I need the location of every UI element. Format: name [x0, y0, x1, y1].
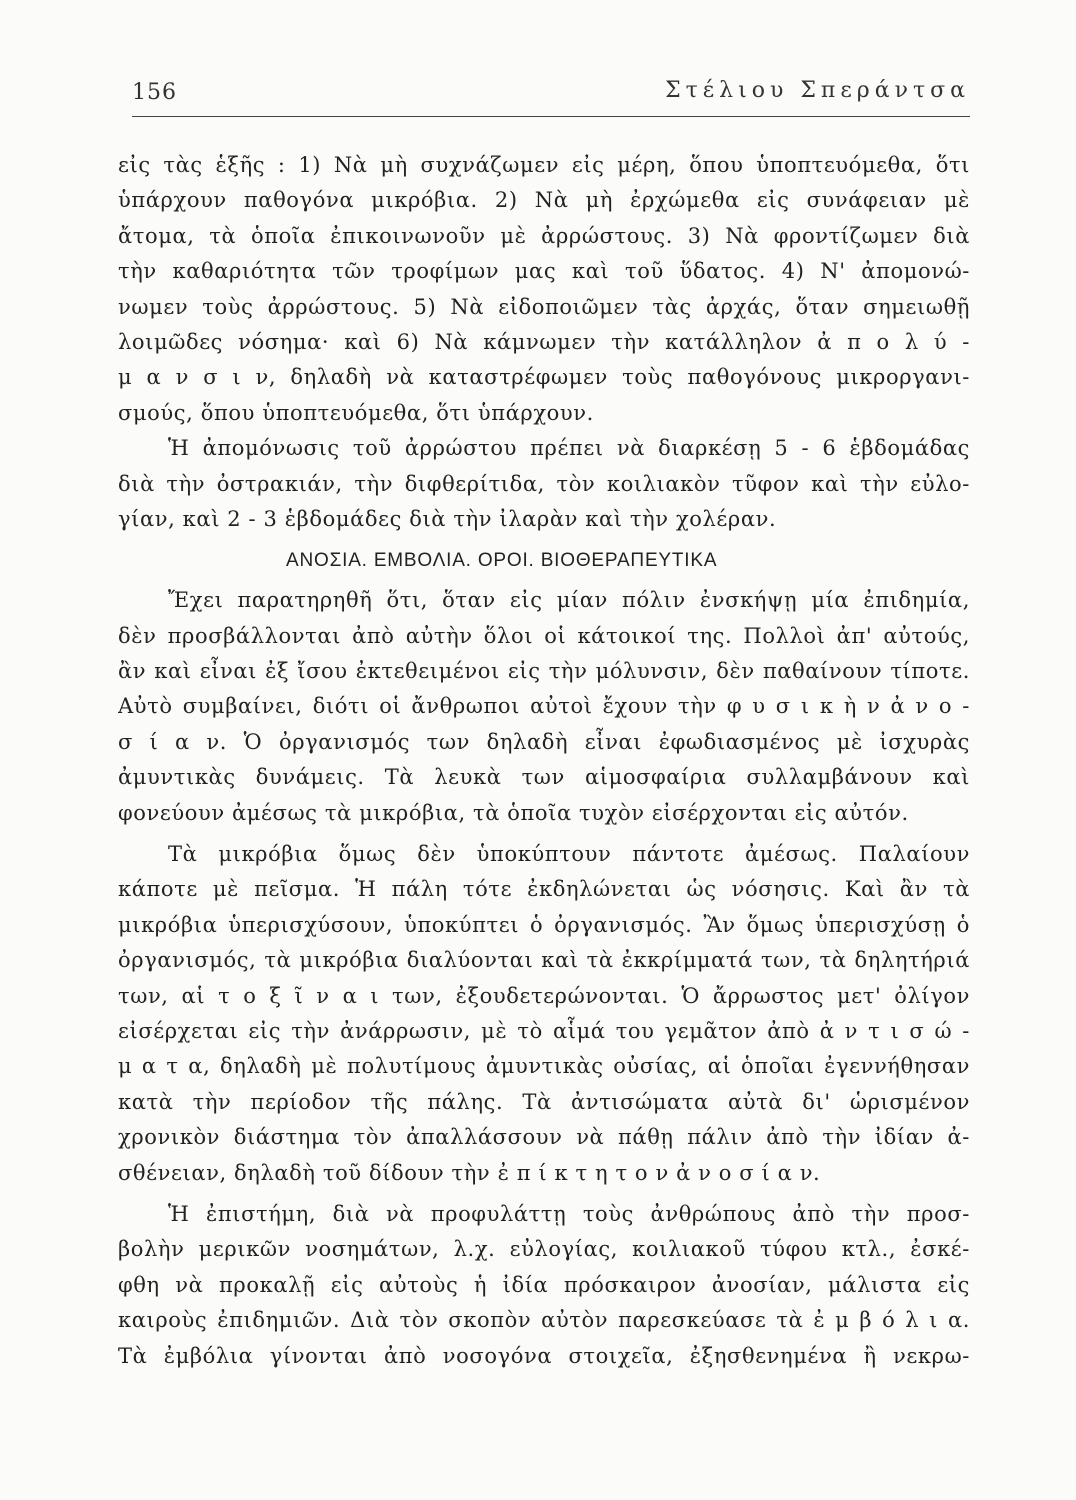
- page-number: 156: [132, 80, 177, 105]
- section-heading: ΑΝΟΣΙΑ. ΕΜΒΟΛΙΑ. ΟΡΟΙ. ΒΙΟΘΕΡΑΠΕΥΤΙΚΑ: [286, 550, 718, 572]
- text-line: ὑπάρχουν παθογόνα μικρόβια. 2) Νὰ μὴ ἐρχώμεθα εἰς συνάφειαν μὲ: [118, 188, 970, 213]
- text-line: σ ί α ν. Ὁ ὀργανισμός των δηλαδὴ εἶναι ἐφωδιασμένος μὲ ἰσχυρὰς: [118, 729, 970, 754]
- body-text: [118, 148, 970, 1374]
- text-line: μ α ν σ ι ν, δηλαδὴ νὰ καταστρέφωμεν τοὺς παθογόνους μικροργανι-: [118, 365, 970, 390]
- text-line: ἂν καὶ εἶναι ἐξ ἴσου ἐκτεθειμένοι εἰς τὴν μόλυνσιν, δὲν παθαίνουν τίποτε.: [118, 659, 970, 684]
- text-line: κάποτε μὲ πεῖσμα. Ἡ πάλη τότε ἐκδηλώνεται ὡς νόσησις. Καὶ ἂν τὰ: [118, 877, 970, 902]
- text-line: μ α τ α, δηλαδὴ μὲ πολυτίμους ἀμυντικὰς οὐσίας, αἱ ὁποῖαι ἐγεννήθησαν: [118, 1054, 970, 1079]
- text-line: φθη νὰ προκαλῇ εἰς αὐτοὺς ἡ ἰδία πρόσκαιρον ἀνοσίαν, μάλιστα εἰς: [118, 1272, 970, 1297]
- text-line: ἄτομα, τὰ ὁποῖα ἐπικοινωνοῦν μὲ ἀρρώστους. 3) Νὰ φροντίζωμεν διὰ: [118, 223, 970, 248]
- text-line: Τὰ ἐμβόλια γίνονται ἀπὸ νοσογόνα στοιχεῖα, ἐξησθενημένα ἢ νεκρω-: [118, 1343, 970, 1368]
- text-line: χρονικὸν διάστημα τὸν ἀπαλλάσσουν νὰ πάθῃ πάλιν ἀπὸ τὴν ἰδίαν ἀ-: [118, 1125, 970, 1150]
- text-line: γίαν, καὶ 2 - 3 ἑβδομάδες διὰ τὴν ἰλαρὰν καὶ τὴν χολέραν.: [118, 506, 777, 531]
- text-line: Αὐτὸ συμβαίνει, διότι οἱ ἄνθρωποι αὐτοὶ ἔχουν τὴν φ υ σ ι κ ὴ ν ἀ ν ο -: [118, 694, 970, 719]
- running-head: Στέλιου Σπεράντσα: [665, 78, 970, 103]
- text-line: Ἡ ἀπομόνωσις τοῦ ἀρρώστου πρέπει νὰ διαρκέσῃ 5 - 6 ἑβδομάδας: [168, 436, 970, 461]
- paragraph-vaccines: [118, 1197, 970, 1374]
- text-line: κατὰ τὴν περίοδον τῆς πάλης. Τὰ ἀντισώματα αὐτὰ δι' ὡρισμένον: [118, 1089, 970, 1114]
- text-line: Τὰ μικρόβια ὅμως δὲν ὑποκύπτουν πάντοτε ἀμέσως. Παλαίουν: [168, 842, 970, 867]
- text-line: ὀργανισμός, τὰ μικρόβια διαλύονται καὶ τὰ ἐκκρίμματά των, τὰ δηλητήριά: [118, 948, 970, 973]
- text-line: ἀμυντικὰς δυνάμεις. Τὰ λευκὰ των αἱμοσφαίρια συλλαμβάνουν καὶ: [118, 765, 970, 790]
- text-line: Ἔχει παρατηρηθῆ ὅτι, ὅταν εἰς μίαν πόλιν ἐνσκήψῃ μία ἐπιδημία,: [168, 588, 970, 613]
- text-line: νωμεν τοὺς ἀρρώστους. 5) Νὰ εἰδοποιῶμεν τὰς ἀρχάς, ὅταν σημειωθῇ: [118, 294, 970, 319]
- text-line: φονεύουν ἀμέσως τὰ μικρόβια, τὰ ὁποῖα τυχὸν εἰσέρχονται εἰς αὐτόν.: [118, 800, 909, 825]
- paragraph-acquired-immunity: [118, 837, 970, 1191]
- text-line: διὰ τὴν ὀστρακιάν, τὴν διφθερίτιδα, τὸν κοιλιακὸν τῦφον καὶ τὴν εὐλο-: [118, 471, 970, 496]
- text-line: Ἡ ἐπιστήμη, διὰ νὰ προφυλάττῃ τοὺς ἀνθρώπους ἀπὸ τὴν προσ-: [168, 1201, 970, 1226]
- header-rule: [132, 116, 970, 117]
- text-line: σθένειαν, δηλαδὴ τοῦ δίδουν τὴν ἐ π ί κ τ η τ ο ν ἀ ν ο σ ί α ν.: [118, 1160, 821, 1185]
- paragraph-natural-immunity: [118, 583, 970, 831]
- text-line: τὴν καθαριότητα τῶν τροφίμων μας καὶ τοῦ ὕδατος. 4) Ν' ἀπομονώ-: [118, 259, 970, 284]
- text-line: καιροὺς ἐπιδημιῶν. Διὰ τὸν σκοπὸν αὐτὸν παρεσκεύασε τὰ ἐ μ β ό λ ι α.: [118, 1308, 970, 1333]
- text-line: εἰς τὰς ἑξῆς : 1) Νὰ μὴ συχνάζωμεν εἰς μέρη, ὅπου ὑποπτευόμεθα, ὅτι: [118, 153, 970, 177]
- text-line: σμούς, ὅπου ὑποπτευόμεθα, ὅτι ὑπάρχουν.: [118, 400, 594, 425]
- text-line: δὲν προσβάλλονται ἀπὸ αὐτὴν ὅλοι οἱ κάτοικοί της. Πολλοὶ ἀπ' αὐτούς,: [118, 623, 970, 648]
- text-line: μικρόβια ὑπερισχύσουν, ὑποκύπτει ὁ ὀργανισμός. Ἂν ὅμως ὑπερισχύσῃ ὁ: [118, 912, 970, 937]
- page-header: [132, 78, 970, 114]
- text-line: εἰσέρχεται εἰς τὴν ἀνάρρωσιν, μὲ τὸ αἷμά του γεμᾶτον ἀπὸ ἀ ν τ ι σ ώ -: [118, 1018, 970, 1043]
- text-line: βολὴν μερικῶν νοσημάτων, λ.χ. εὐλογίας, κοιλιακοῦ τύφου κτλ., ἐσκέ-: [118, 1237, 970, 1262]
- paragraph-hygiene-rules: [118, 148, 970, 431]
- paragraph-isolation: [118, 431, 970, 537]
- text-line: λοιμῶδες νόσημα· καὶ 6) Νὰ κάμνωμεν τὴν κατάλληλον ἀ π ο λ ύ -: [118, 329, 970, 354]
- text-line: των, αἱ τ ο ξ ῖ ν α ι των, ἐξουδετερώνονται. Ὁ ἄρρωστος μετ' ὀλίγον: [118, 983, 970, 1008]
